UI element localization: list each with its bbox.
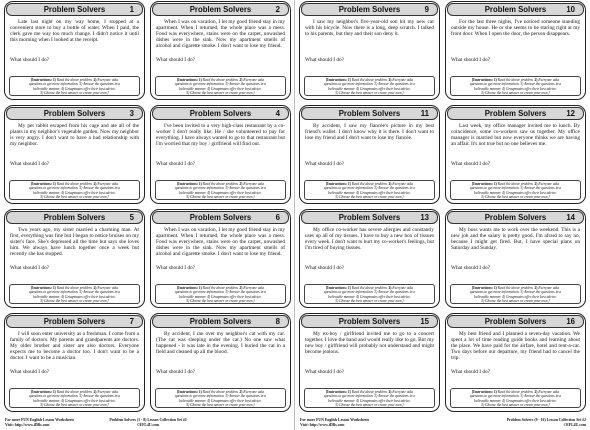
- footer-collection-title: Problem Solvers (1 - 8) Lesson Collection Set #2: [109, 418, 187, 422]
- footer-collection-title: Problem Solvers (9 - 16) Lesson Collection Set #2: [506, 418, 586, 422]
- problem-card: [150, 209, 291, 308]
- card-number: 13: [420, 213, 429, 222]
- instructions-line: [Instructions: 1) Read the above problem. 2) Everyone asks: [176, 286, 265, 290]
- problem-text: By accident, I ran over my neighbor's cat with my car. (The cat was sleeping under the car.) No one saw what happened - it was late in the evening. I buried the cat in a field and cleaned up all the blood.: [156, 331, 285, 356]
- problem-card: [299, 313, 440, 412]
- card-number: 11: [420, 109, 429, 118]
- card-title-bar: [6, 211, 143, 224]
- card-title-bar: [301, 3, 438, 16]
- footer-left: [3, 417, 293, 429]
- instructions-box: [450, 284, 581, 304]
- card-number: 16: [566, 317, 575, 326]
- instructions-box: [304, 76, 435, 96]
- problem-card: [445, 313, 586, 412]
- problem-text: Two years ago, my sister married a charming man. At first, everything was fine but I began to notice bruises on my sister's face. She's depressed all the time but says she loves him. We always have lunch together once a week but recently she has stopped.: [10, 227, 139, 258]
- footer-url: Visit: http://www.iDRs.com: [5, 422, 50, 427]
- problem-text: Late last night on my way home, I stopped at a convenient store to buy a bottle of water. When I paid, the clerk gave me way too much change. I didn't notice it until this morning when I looked at the receipt.: [10, 19, 139, 44]
- problem-card: [299, 209, 440, 308]
- instructions-line: 5) Choose the best answer or create your own.]: [481, 91, 550, 96]
- footer-right: [298, 417, 588, 429]
- instructions-box: [155, 76, 286, 96]
- instructions-line: believable manner. 4) Groupmates offer their best advice.: [474, 294, 557, 299]
- problem-card: [299, 1, 440, 100]
- instructions-line: 5) Choose the best answer or create your own.]: [186, 195, 255, 200]
- question-text: What should I do?: [10, 161, 49, 167]
- card-title: Problem Solvers: [484, 109, 547, 118]
- question-text: What should I do?: [156, 161, 195, 167]
- question-text: What should I do?: [305, 161, 344, 167]
- instructions-line: questions to get more information. 3) Answer the questions in a: [28, 290, 121, 295]
- question-text: What should I do?: [10, 369, 49, 375]
- instructions-line: 5) Choose the best answer or create your own.]: [335, 91, 404, 96]
- instructions-line: [Instructions: 1) Read the above problem. 2) Everyone asks: [325, 182, 414, 186]
- footer-left-center: [3, 418, 293, 427]
- instructions-line: 5) Choose the best answer or create your own.]: [186, 299, 255, 304]
- instructions-line: 5) Choose the best answer or create your own.]: [40, 403, 109, 408]
- problem-text: I saw my neighbor's five-year-old son hit my new car with his bicycle. Now there is a long, deep scratch. I talked to his parents, but they and their son deny it.: [305, 19, 434, 38]
- instructions-line: questions to get more information. 3) Answer the questions in a: [28, 82, 121, 87]
- instructions-line: [Instructions: 1) Read the above problem. 2) Everyone asks: [325, 78, 414, 82]
- instructions-line: 5) Choose the best answer or create your own.]: [481, 403, 550, 408]
- instructions-line: believable manner. 4) Groupmates offer their best advice.: [33, 398, 116, 403]
- card-title: Problem Solvers: [43, 213, 106, 222]
- instructions-line: 5) Choose the best answer or create your own.]: [186, 403, 255, 408]
- card-title-bar: [447, 315, 584, 328]
- card-title-bar: [6, 3, 143, 16]
- question-text: What should I do?: [156, 57, 195, 63]
- instructions-line: [Instructions: 1) Read the above problem. 2) Everyone asks: [325, 286, 414, 290]
- instructions-line: [Instructions: 1) Read the above problem. 2) Everyone asks: [30, 182, 119, 186]
- card-number: 7: [129, 317, 134, 326]
- footer-url: Visit: http://www.iDRs.com: [300, 422, 345, 427]
- instructions-box: [9, 76, 140, 96]
- instructions-line: [Instructions: 1) Read the above problem. 2) Everyone asks: [325, 390, 414, 394]
- instructions-line: believable manner. 4) Groupmates offer their best advice.: [179, 398, 262, 403]
- instructions-line: 5) Choose the best answer or create your own.]: [335, 403, 404, 408]
- problem-card: [150, 313, 291, 412]
- footer-right-info: [300, 418, 369, 427]
- question-text: What should I do?: [10, 57, 49, 63]
- problem-text: For the last three nights, I've noticed someone standing outside my house. He or she seems to be staring right at my front door. When I open the door, the person disappears.: [451, 19, 580, 38]
- card-title: Problem Solvers: [338, 213, 401, 222]
- instructions-line: believable manner. 4) Groupmates offer their best advice.: [474, 190, 557, 195]
- instructions-line: questions to get more information. 3) Answer the questions in a: [469, 82, 562, 87]
- problem-card: [445, 209, 586, 308]
- instructions-line: believable manner. 4) Groupmates offer their best advice.: [33, 294, 116, 299]
- card-title-bar: [447, 3, 584, 16]
- footer-promo-text: For more FUN English Lesson Worksheets: [300, 418, 370, 422]
- question-text: What should I do?: [305, 265, 344, 271]
- instructions-line: believable manner. 4) Groupmates offer their best advice.: [474, 86, 557, 91]
- question-text: What should I do?: [156, 369, 195, 375]
- instructions-line: questions to get more information. 3) Answer the questions in a: [174, 290, 267, 295]
- instructions-box: [304, 388, 435, 408]
- instructions-line: 5) Choose the best answer or create your own.]: [335, 299, 404, 304]
- instructions-box: [155, 284, 286, 304]
- card-number: 14: [566, 213, 575, 222]
- instructions-box: [155, 388, 286, 408]
- card-number: 9: [424, 5, 429, 14]
- footer-copyright: ©EFL4U.com: [563, 422, 586, 427]
- instructions-line: believable manner. 4) Groupmates offer their best advice.: [179, 190, 262, 195]
- problem-text: By accident, I saw my fiancée's picture in my best friend's wallet. I don't know why it is there. I don't want to lose my friend and I don't want to lose my fiancée.: [305, 123, 434, 142]
- problem-card: [4, 209, 145, 308]
- question-text: What should I do?: [451, 57, 490, 63]
- instructions-box: [9, 284, 140, 304]
- card-title: Problem Solvers: [338, 5, 401, 14]
- instructions-line: 5) Choose the best answer or create your own.]: [335, 195, 404, 200]
- problem-text: My boss wants me to work over the weekend. This is a new job and the salary is pretty good. I'm afraid to say no, because I might get fired. But, I have special plans on Saturday and Sunday.: [451, 227, 580, 252]
- question-text: What should I do?: [451, 369, 490, 375]
- card-title-bar: [447, 107, 584, 120]
- card-title: Problem Solvers: [338, 317, 401, 326]
- instructions-line: believable manner. 4) Groupmates offer their best advice.: [328, 190, 411, 195]
- card-number: 12: [566, 109, 575, 118]
- card-number: 3: [129, 109, 134, 118]
- instructions-line: believable manner. 4) Groupmates offer their best advice.: [328, 398, 411, 403]
- card-title: Problem Solvers: [43, 109, 106, 118]
- problem-text: My ex-boy / girlfriend invited me to go to a concert together. I love the band and would really like to go. But my new boy / girlfriend will probably not understand and might become jealous.: [305, 331, 434, 356]
- question-text: What should I do?: [10, 265, 49, 271]
- problem-card: [150, 105, 291, 204]
- card-title-bar: [152, 315, 289, 328]
- instructions-line: questions to get more information. 3) Answer the questions in a: [323, 290, 416, 295]
- problem-card: [150, 1, 291, 100]
- card-number: 5: [129, 213, 134, 222]
- problem-card: [4, 313, 145, 412]
- card-title: Problem Solvers: [189, 317, 252, 326]
- card-title: Problem Solvers: [338, 109, 401, 118]
- instructions-box: [450, 388, 581, 408]
- card-title: Problem Solvers: [189, 213, 252, 222]
- instructions-line: [Instructions: 1) Read the above problem. 2) Everyone asks: [471, 390, 560, 394]
- instructions-line: questions to get more information. 3) Answer the questions in a: [28, 394, 121, 399]
- footer-right-collection: [507, 418, 586, 427]
- card-title-bar: [6, 315, 143, 328]
- instructions-box: [304, 284, 435, 304]
- instructions-line: 5) Choose the best answer or create your own.]: [40, 195, 109, 200]
- problem-text: Last week, my office manager invited me to lunch. By coincidence, some co-workers saw us together. My office manager is married but now everyone thinks we are having an affair. It's not true but no one believes me.: [451, 123, 580, 148]
- instructions-line: believable manner. 4) Groupmates offer their best advice.: [328, 294, 411, 299]
- problem-text: I've been invited to a very high-class restaurant by a co-worker I don't really like. He / she volunteered to pay for everything. I have always wanted to go to that restaurant but I'm worried that my boy / girlfriend will find out.: [156, 123, 285, 148]
- instructions-line: 5) Choose the best answer or create your own.]: [186, 91, 255, 96]
- instructions-line: [Instructions: 1) Read the above problem. 2) Everyone asks: [30, 286, 119, 290]
- footer-copyright: ©EFL4U.com: [136, 422, 160, 427]
- card-title: Problem Solvers: [43, 317, 106, 326]
- instructions-box: [155, 180, 286, 200]
- instructions-line: believable manner. 4) Groupmates offer their best advice.: [179, 294, 262, 299]
- question-text: What should I do?: [156, 265, 195, 271]
- instructions-line: questions to get more information. 3) Answer the questions in a: [469, 290, 562, 295]
- card-number: 1: [129, 5, 134, 14]
- footer-promo-text: For more FUN English Lesson Worksheets: [5, 418, 75, 422]
- card-title: Problem Solvers: [484, 213, 547, 222]
- instructions-box: [9, 180, 140, 200]
- problem-card: [445, 1, 586, 100]
- card-title-bar: [152, 211, 289, 224]
- instructions-line: [Instructions: 1) Read the above problem. 2) Everyone asks: [30, 78, 119, 82]
- instructions-line: 5) Choose the best answer or create your own.]: [40, 299, 109, 304]
- instructions-line: questions to get more information. 3) Answer the questions in a: [469, 186, 562, 191]
- instructions-line: believable manner. 4) Groupmates offer their best advice.: [33, 190, 116, 195]
- instructions-line: questions to get more information. 3) Answer the questions in a: [174, 394, 267, 399]
- question-text: What should I do?: [451, 161, 490, 167]
- problem-card: [4, 1, 145, 100]
- card-title-bar: [301, 211, 438, 224]
- problem-text: I will soon enter university as a freshman. I come from a family of doctors. My parents and grandparents are doctors. My older brother and sister are also doctors. Everyone expects me to become a doctor too. I don't want to be a doctor. I want to be a musician.: [10, 331, 139, 362]
- instructions-line: questions to get more information. 3) Answer the questions in a: [323, 394, 416, 399]
- card-number: 2: [275, 5, 280, 14]
- problem-text: My office co-worker has severe allergies and constantly uses up all of my tissues. I have to buy a new box of tissues every week. I don't want to hurt my co-worker's feelings, but I'm tired of buying tissues.: [305, 227, 434, 252]
- card-title-bar: [301, 107, 438, 120]
- problem-text: When I was on vacation, I let my good friend stay in my apartment. When I returned, the whole place was a mess. Food was everywhere, stains were on the carpet, unwashed dishes were in the sink. Now my apartment smells of alcohol and cigarette smoke. I don't want to lose my friend.: [156, 227, 285, 258]
- card-title-bar: [152, 107, 289, 120]
- problem-text: My best friend and I planned a seven-day vacation. We spent a lot of time reading guide books and learning about the place. We have paid for the airfare, hotel and rent-a-car. Two days before our departure, my friend had to cancel the trip.: [451, 331, 580, 362]
- instructions-line: believable manner. 4) Groupmates offer their best advice.: [328, 86, 411, 91]
- card-grid-right: [298, 1, 588, 416]
- instructions-box: [450, 76, 581, 96]
- problem-text: When I was on vacation, I let my good friend stay in my apartment. When I returned, the whole place was a mess. Food was everywhere, stains were on the carpet, unwashed dishes were in the sink. Now my apartment smells of alcohol and cigarette smoke. I don't want to lose my friend.: [156, 19, 285, 50]
- instructions-line: [Instructions: 1) Read the above problem. 2) Everyone asks: [176, 390, 265, 394]
- instructions-line: 5) Choose the best answer or create your own.]: [481, 299, 550, 304]
- question-text: What should I do?: [451, 265, 490, 271]
- instructions-box: [9, 388, 140, 408]
- instructions-box: [450, 180, 581, 200]
- card-title-bar: [301, 315, 438, 328]
- problem-card: [4, 105, 145, 204]
- instructions-line: 5) Choose the best answer or create your own.]: [40, 91, 109, 96]
- instructions-line: [Instructions: 1) Read the above problem. 2) Everyone asks: [471, 182, 560, 186]
- card-number: 6: [275, 213, 280, 222]
- question-text: What should I do?: [305, 369, 344, 375]
- card-title-bar: [6, 107, 143, 120]
- instructions-line: [Instructions: 1) Read the above problem. 2) Everyone asks: [471, 286, 560, 290]
- card-number: 15: [420, 317, 429, 326]
- instructions-line: [Instructions: 1) Read the above problem. 2) Everyone asks: [176, 78, 265, 82]
- instructions-line: believable manner. 4) Groupmates offer their best advice.: [33, 86, 116, 91]
- card-number: 8: [275, 317, 280, 326]
- instructions-line: believable manner. 4) Groupmates offer their best advice.: [179, 86, 262, 91]
- card-number: 10: [566, 5, 575, 14]
- question-text: What should I do?: [305, 57, 344, 63]
- instructions-line: believable manner. 4) Groupmates offer their best advice.: [474, 398, 557, 403]
- problem-card: [299, 105, 440, 204]
- card-title: Problem Solvers: [484, 5, 547, 14]
- card-title: Problem Solvers: [484, 317, 547, 326]
- instructions-line: questions to get more information. 3) Answer the questions in a: [469, 394, 562, 399]
- card-title-bar: [447, 211, 584, 224]
- card-title: Problem Solvers: [43, 5, 106, 14]
- instructions-box: [304, 180, 435, 200]
- card-number: 4: [275, 109, 280, 118]
- instructions-line: questions to get more information. 3) Answer the questions in a: [174, 82, 267, 87]
- worksheet-right: [298, 0, 588, 430]
- instructions-line: [Instructions: 1) Read the above problem. 2) Everyone asks: [176, 182, 265, 186]
- worksheet-left: [3, 0, 293, 430]
- instructions-line: questions to get more information. 3) Answer the questions in a: [323, 186, 416, 191]
- page-divider: [294, 0, 295, 430]
- problem-card: [445, 105, 586, 204]
- card-title: Problem Solvers: [189, 5, 252, 14]
- instructions-line: 5) Choose the best answer or create your own.]: [481, 195, 550, 200]
- card-grid-left: [3, 1, 293, 416]
- card-title: Problem Solvers: [189, 109, 252, 118]
- instructions-line: questions to get more information. 3) Answer the questions in a: [174, 186, 267, 191]
- card-title-bar: [152, 3, 289, 16]
- instructions-line: [Instructions: 1) Read the above problem. 2) Everyone asks: [30, 390, 119, 394]
- instructions-line: questions to get more information. 3) Answer the questions in a: [323, 82, 416, 87]
- instructions-line: [Instructions: 1) Read the above problem. 2) Everyone asks: [471, 78, 560, 82]
- problem-text: My pet rabbit escaped from his cage and ate all of the plants in my neighbor's vegetable garden. Now my neighbor is very angry. I don't want to have a bad relationship with my neighbor.: [10, 123, 139, 148]
- instructions-line: questions to get more information. 3) Answer the questions in a: [28, 186, 121, 191]
